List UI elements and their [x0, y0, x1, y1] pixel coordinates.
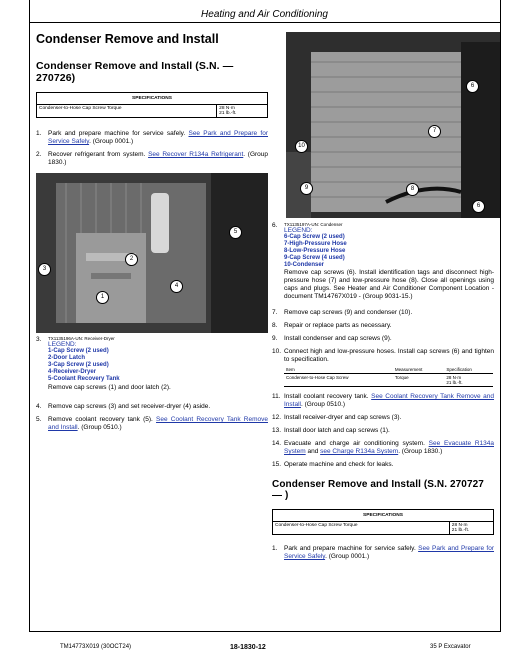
- step-link[interactable]: see Charge R134a System: [320, 448, 399, 455]
- section2-title: Condenser Remove and Install (S.N. 270727— ): [272, 479, 484, 501]
- step-item: [272, 322, 494, 330]
- spec-row-label: Condenser-to-Hose Cap Screw Torque: [273, 522, 450, 535]
- step-text: Evacuate and charge air conditioning system.: [284, 440, 425, 447]
- step-link[interactable]: See Coolant Recovery Tank Remove and Install: [48, 416, 268, 431]
- spec-table-1: [36, 92, 268, 118]
- table-header: Measurement: [393, 366, 445, 374]
- step-item: [272, 461, 494, 469]
- step-item: [272, 440, 494, 456]
- legend-item: 4-Receiver-Dryer: [48, 369, 97, 375]
- step-item: [272, 309, 494, 317]
- table-header: Item: [284, 366, 393, 374]
- step-text: Park and prepare machine for service safely.: [48, 130, 186, 137]
- spec-heading: SPECIFICATIONS: [273, 510, 494, 522]
- step-text: Remove coolant recovery tank (5).: [48, 416, 153, 423]
- steps-list-right-b: [272, 393, 494, 469]
- page-header: Heating and Air Conditioning: [201, 9, 328, 20]
- step-item: [272, 348, 494, 364]
- step-text-mid: and: [305, 448, 321, 455]
- table-header: Specification: [444, 366, 492, 374]
- step-link[interactable]: See Coolant Recovery Tank Remove and Install: [284, 393, 495, 408]
- step-text: Repair or replace parts as necessary.: [284, 322, 392, 329]
- table-cell: [444, 374, 492, 387]
- steps-list-left: [36, 403, 268, 432]
- callout-1: 1: [96, 291, 109, 304]
- callout-4: 4: [170, 280, 183, 293]
- step-item: [272, 545, 494, 561]
- figure2-caption: TX1135197A-UN: Condenser: [284, 222, 343, 227]
- right-column: [272, 24, 494, 566]
- callout-6-bottom: 6: [472, 200, 485, 213]
- legend-title: LEGEND:: [284, 227, 313, 234]
- step-item: [272, 393, 494, 409]
- step-number: 8.: [272, 322, 278, 329]
- step-item: [36, 151, 268, 167]
- main-title: Condenser Remove and Install: [36, 32, 219, 46]
- step-number: 6.: [272, 222, 278, 229]
- figure1-caption: TX1135196A-UN: Receiver-Dryer: [48, 336, 115, 341]
- legend-item: 5-Coolant Recovery Tank: [48, 376, 120, 382]
- step-link[interactable]: See Park and Prepare for Service Safely: [48, 130, 269, 145]
- steps-list-right-a: [272, 309, 494, 364]
- left-column: [36, 24, 268, 437]
- legend-title: LEGEND:: [48, 341, 77, 348]
- step-text-post: . (Group 1830.): [398, 448, 443, 455]
- step-number: 5.: [36, 416, 42, 423]
- spec-value: [449, 522, 493, 535]
- spec-value: [217, 105, 268, 118]
- step-number: 7.: [272, 309, 278, 316]
- step6-text: Remove cap screws (6). Install identification tags and disconnect high-pressure hose (7) and low-pressure hose (8). Close all openings using caps and plugs. See Heater and Air Conditioner Component Location - document TM14767X019 - (Group 9031-15.): [284, 269, 494, 300]
- section1-title: Condenser Remove and Install (S.N. —270726): [36, 60, 234, 84]
- footer-model: 35 P Excavator: [430, 644, 471, 650]
- step-text: Install coolant recovery tank.: [284, 393, 369, 400]
- spec-row-label: Condenser-to-Hose Cap Screw Torque: [37, 105, 217, 118]
- step-number: 3.: [36, 336, 42, 343]
- legend-item: 10-Condenser: [284, 262, 325, 268]
- receiver-dryer-illustration: [36, 173, 268, 333]
- step-text-post: . (Group 1830.): [48, 151, 269, 166]
- spec-value-metric: 28 N·m: [451, 523, 468, 528]
- step-number: 11.: [272, 393, 281, 400]
- step-item: [272, 427, 494, 435]
- step-text-post: . (Group 0001.): [89, 138, 134, 145]
- step-number: 13.: [272, 427, 282, 434]
- spec-heading: SPECIFICATIONS: [37, 93, 268, 105]
- condenser-photo: [286, 32, 500, 218]
- table-cell: Torque: [393, 374, 445, 387]
- step-text: Remove cap screws (9) and condenser (10).: [284, 309, 413, 316]
- step-text: Connect high and low-pressure hoses. Install cap screws (6) and tighten to specification.: [284, 348, 494, 363]
- step-number: 1.: [36, 130, 42, 137]
- torque-table: [284, 366, 493, 387]
- callout-3: 3: [38, 263, 51, 276]
- spec-value-metric: 28 N·m: [446, 375, 462, 380]
- step-item: [36, 416, 268, 432]
- legend-item: 1-Cap Screw (2 used): [48, 348, 109, 354]
- callout-2: 2: [125, 253, 138, 266]
- step-text: Install door latch and cap screws (1).: [284, 427, 390, 434]
- step3-text: Remove cap screws (1) and door latch (2).: [48, 384, 171, 391]
- steps-list-1: [36, 130, 268, 167]
- steps-list-2: [272, 545, 494, 561]
- spec-value-metric: 28 N·m: [219, 106, 235, 111]
- spec-table-2: [272, 509, 494, 535]
- step-text: Install receiver-dryer and cap screws (3).: [284, 414, 402, 421]
- footer-page-number: 18-1830-12: [230, 644, 266, 651]
- step-item: [36, 130, 268, 146]
- step-number: 12.: [272, 414, 282, 421]
- step-text-post: . (Group 0001.): [325, 553, 370, 560]
- step-item: [272, 414, 494, 422]
- step-number: 9.: [272, 335, 278, 342]
- step-link[interactable]: See Recover R134a Refrigerant: [148, 151, 244, 158]
- step-text: Install condenser and cap screws (9).: [284, 335, 392, 342]
- spec-value-imperial: 21 lb.-ft.: [219, 111, 237, 116]
- callout-9: 9: [300, 182, 313, 195]
- callout-10: 10: [295, 140, 308, 153]
- legend-item: 9-Cap Screw (4 used): [284, 255, 345, 261]
- step-text-post: . (Group 0510.): [300, 401, 346, 408]
- footer-doc-id: TM14773X019 (30OCT24): [60, 644, 132, 650]
- spec-value-imperial: 21 lb.-ft.: [446, 380, 463, 385]
- step-link[interactable]: See Park and Prepare for Service Safely: [284, 545, 495, 560]
- step-number: 14.: [272, 440, 282, 447]
- step-text: Recover refrigerant from system.: [48, 151, 146, 158]
- step-text: Park and prepare machine for service safely.: [284, 545, 416, 552]
- callout-8: 8: [406, 183, 419, 196]
- callout-6-top: 6: [466, 80, 479, 93]
- step-text: Remove cap screws (3) and set receiver-dryer (4) aside.: [48, 403, 211, 410]
- legend-item: 3-Cap Screw (2 used): [48, 362, 109, 368]
- table-cell: Condenser-to-Hose Cap Screw: [284, 374, 393, 387]
- legend-item: 2-Door Latch: [48, 355, 86, 361]
- receiver-dryer-photo: [36, 173, 268, 333]
- legend-item: 7-High-Pressure Hose: [284, 241, 347, 247]
- spec-value-imperial: 21 lb.-ft.: [451, 528, 470, 533]
- step-number: 1.: [272, 545, 278, 552]
- condenser-illustration: [286, 32, 500, 218]
- step-text: Operate machine and check for leaks.: [284, 461, 394, 468]
- step-number: 15.: [272, 461, 282, 468]
- step-number: 2.: [36, 151, 42, 158]
- step-item: [36, 403, 268, 411]
- step-item: [272, 335, 494, 343]
- callout-5: 5: [229, 226, 242, 239]
- legend-item: 6-Cap Screw (2 used): [284, 234, 345, 240]
- legend-item: 8-Low-Pressure Hose: [284, 248, 346, 254]
- step-number: 10.: [272, 348, 282, 355]
- callout-7: 7: [428, 125, 441, 138]
- step-link[interactable]: See Evacuate R134a System: [284, 440, 494, 455]
- header-divider: [29, 22, 500, 23]
- step-text-post: . (Group 0510.): [77, 424, 122, 431]
- step-number: 4.: [36, 403, 42, 410]
